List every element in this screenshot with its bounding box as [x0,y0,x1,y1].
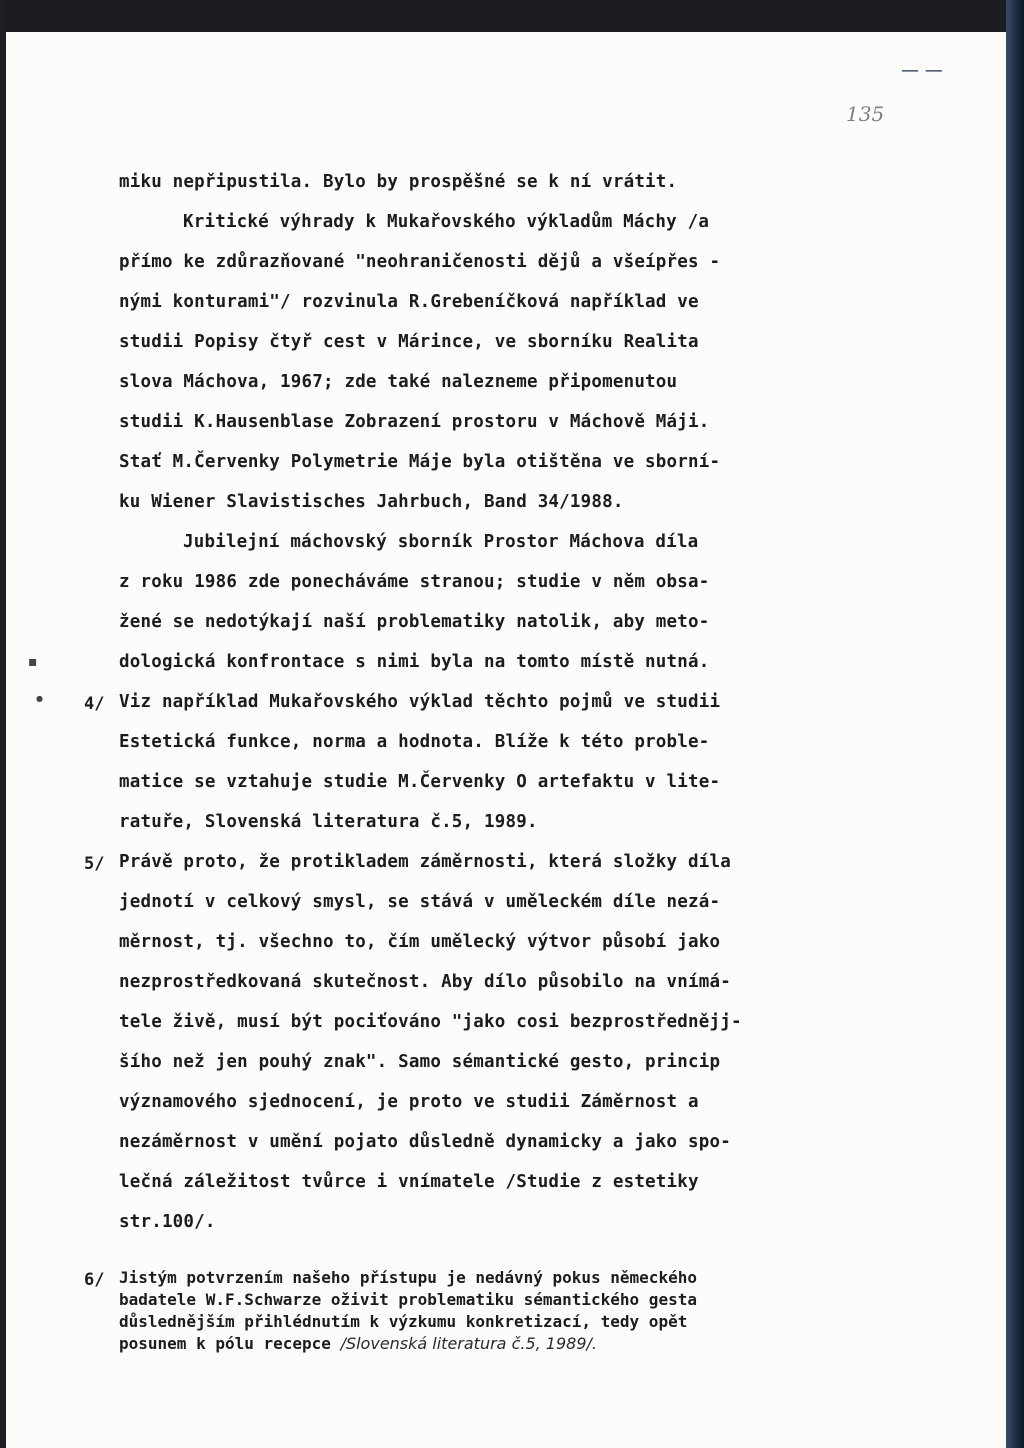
note-number: 4/ [84,694,105,714]
text-line: z roku 1986 zde ponecháváme stranou; studie v něm obsa- [119,572,710,592]
margin-dot: ● [36,694,43,703]
text-line: Jubilejní máchovský sborník Prostor Máchova díla [183,532,699,552]
text-line: str.100/. [119,1212,216,1232]
text-line: měrnost, tj. všechno to, čím umělecký výtvor působí jako [119,932,721,952]
footnote-line: Jistým potvrzením našeho přístupu je nedávný pokus německého [119,1268,697,1287]
scanner-edge-top [6,0,1006,32]
page-number: 135 [846,102,885,126]
text-line: přímo ke zdůrazňované "neohraničenosti dějů a všeípřes - [119,252,721,272]
text-line: žené se nedotýkají naší problematiky natolik, aby meto- [119,612,710,632]
margin-dot: ▪ [28,654,38,670]
text-line: nými konturami"/ rozvinula R.Grebeníčková například ve [119,292,699,312]
text-line: ratuře, Slovenská literatura č.5, 1989. [119,812,538,832]
text-line: matice se vztahuje studie M.Červenky O artefaktu v lite- [119,772,721,792]
text-line: Estetická funkce, norma a hodnota. Blíže k této proble- [119,732,710,752]
footnote-line [119,1334,597,1353]
text-line: dologická konfrontace s nimi byla na tomto místě nutná. [119,652,710,672]
note-number: 6/ [84,1270,105,1290]
text-line: Kritické výhrady k Mukařovského výkladům Máchy /a [183,212,710,232]
binder-cover-right [1006,0,1024,1448]
footnote-line: důslednějším přihlédnutím k výzkumu konkretizací, tedy opět [119,1312,688,1331]
text-line: miku nepřipustila. Bylo by prospěšné se k ní vrátit. [119,172,678,192]
footnote-typed-text: posunem k pólu recepce [119,1334,341,1353]
corner-pencil-mark: — — [901,60,943,81]
handwritten-citation: /Slovenská literatura č.5, 1989/. [340,1334,597,1353]
text-line: Viz například Mukařovského výklad těchto pojmů ve studii [119,692,721,712]
text-line: významového sjednocení, je proto ve studii Záměrnost a [119,1092,699,1112]
text-line: ku Wiener Slavistisches Jahrbuch, Band 34/1988. [119,492,624,512]
text-line: nezáměrnost v umění pojato důsledně dynamicky a jako spo- [119,1132,731,1152]
text-line: tele živě, musí být pociťováno "jako cosi bezprostřednějj- [119,1012,742,1032]
text-line: nezprostředkovaná skutečnost. Aby dílo působilo na vnímá- [119,972,731,992]
text-line: šího než jen pouhý znak". Samo sémantické gesto, princip [119,1052,721,1072]
text-line: Stať M.Červenky Polymetrie Máje byla otištěna ve sborní- [119,452,721,472]
footnote-line: badatele W.F.Schwarze oživit problematiku sémantického gesta [119,1290,697,1309]
text-line: slova Máchova, 1967; zde také nalezneme připomenutou [119,372,678,392]
text-line: Právě proto, že protikladem záměrnosti, která složky díla [119,852,731,872]
text-line: studii Popisy čtyř cest v Márince, ve sborníku Realita [119,332,699,352]
text-line: studii K.Hausenblase Zobrazení prostoru v Máchově Máji. [119,412,710,432]
note-number: 5/ [84,854,105,874]
text-line: lečná záležitost tvůrce i vnímatele /Studie z estetiky [119,1172,699,1192]
text-line: jednotí v celkový smysl, se stává v uměleckém díle nezá- [119,892,721,912]
paper-sheet [6,32,1006,1448]
